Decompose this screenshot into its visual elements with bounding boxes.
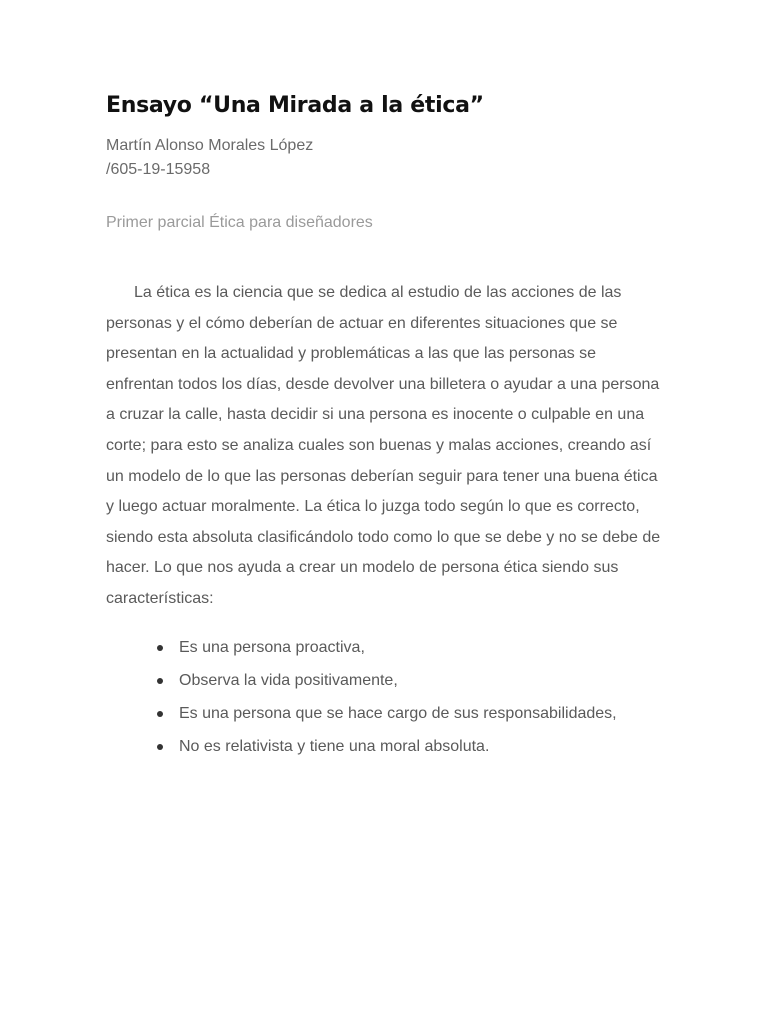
list-item-text: No es relativista y tiene una moral absoluta. — [179, 737, 490, 755]
list-item-text: Observa la vida positivamente, — [179, 671, 398, 689]
document-title: Ensayo “Una Mirada a la ética” — [106, 93, 484, 118]
author-block — [106, 134, 666, 182]
bullet-icon — [157, 645, 163, 651]
author-name: Martín Alonso Morales López — [106, 137, 314, 154]
list-item — [106, 697, 666, 730]
list-item — [106, 730, 666, 763]
author-id: /605-19-15958 — [106, 161, 211, 178]
document-subtitle: Primer parcial Ética para diseñadores — [106, 214, 373, 231]
characteristics-list — [106, 631, 666, 763]
bullet-icon — [157, 744, 163, 750]
body-paragraph: La ética es la ciencia que se dedica al estudio de las acciones de las personas y el cómo deberían de actuar en diferentes situaciones que se presentan en la actualidad y problemáticas a las que las personas se enfrentan todos los días, desde devolver una billetera o ayudar a una persona a cruzar la calle, hasta decidir si una persona es inocente o culpable en una corte; para esto se analiza cuales son buenas y malas acciones, creando así un modelo de lo que las personas deberían seguir para tener una buena ética y luego actuar moralmente. La ética lo juzga todo según lo que es correcto, siendo esta absoluta clasificándolo todo como lo que se debe y no se debe de hacer. Lo que nos ayuda a crear un modelo de persona ética siendo sus características: — [106, 284, 661, 607]
bullet-icon — [157, 678, 163, 684]
list-item-text: Es una persona proactiva, — [179, 638, 365, 656]
list-item — [106, 631, 666, 664]
bullet-icon — [157, 711, 163, 717]
document-page — [106, 88, 666, 763]
list-item-text: Es una persona que se hace cargo de sus responsabilidades, — [179, 704, 617, 722]
list-item — [106, 664, 666, 697]
